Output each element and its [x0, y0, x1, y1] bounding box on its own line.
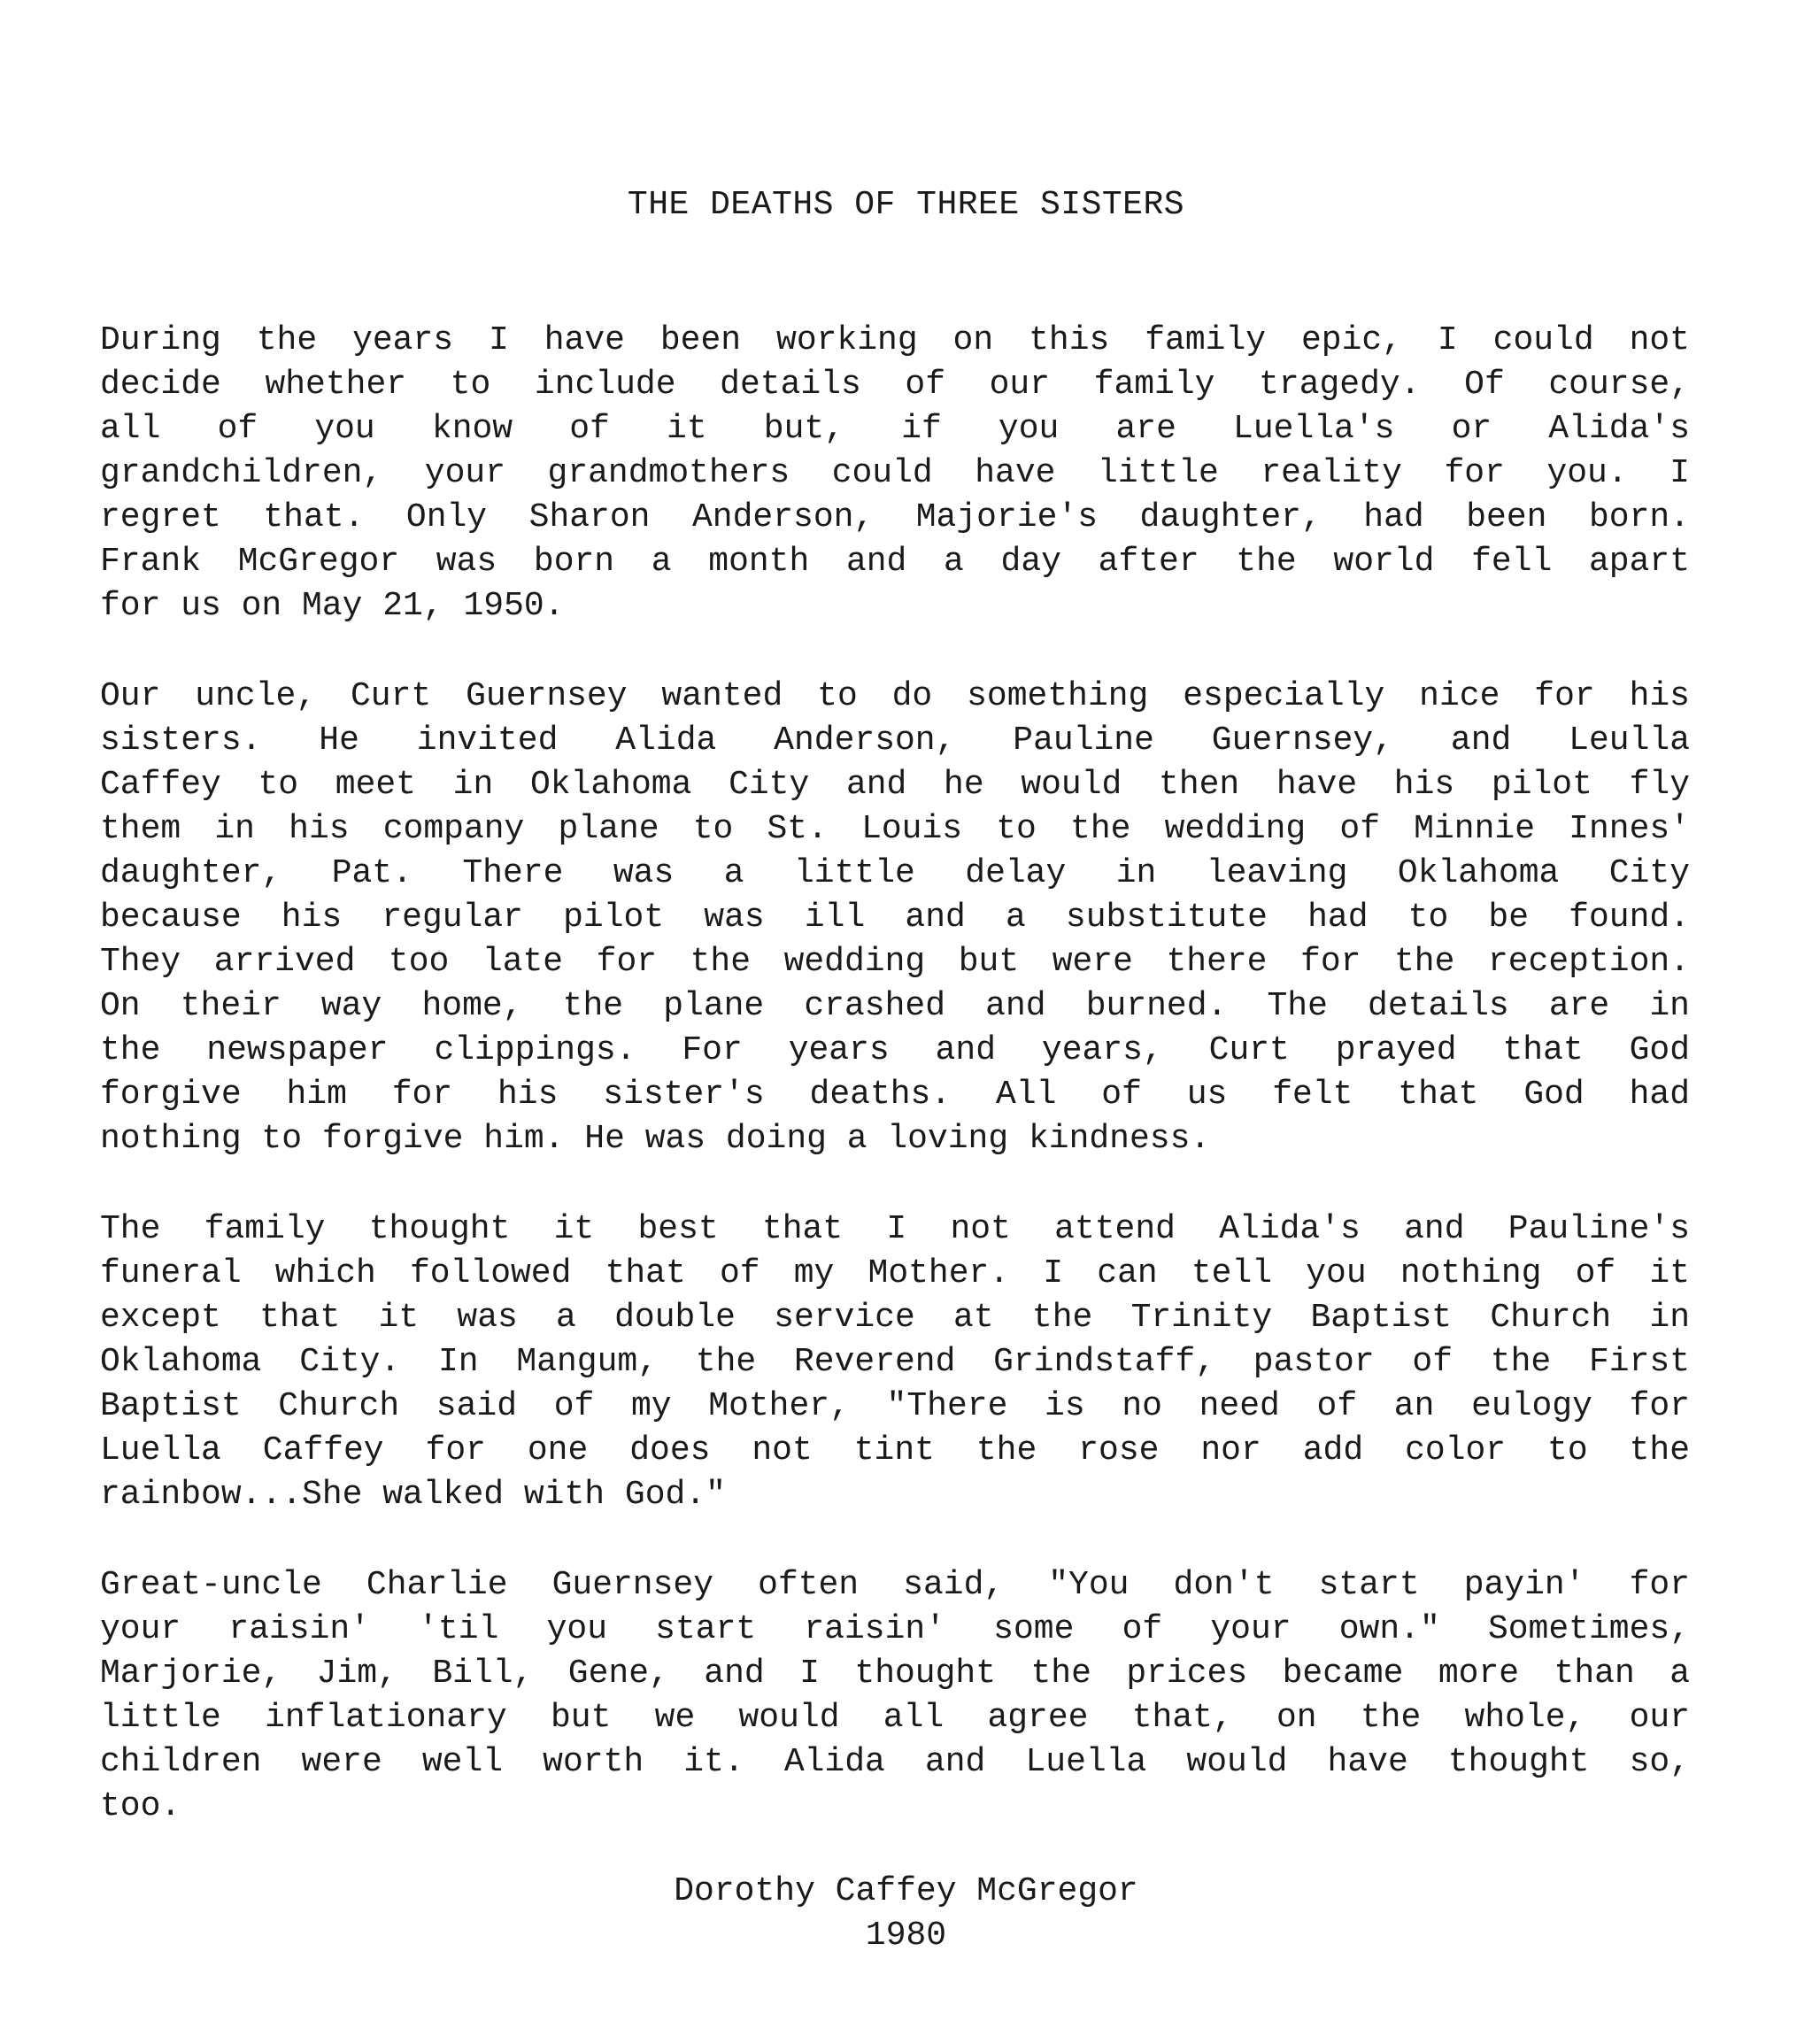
text-line: children were well worth it. Alida and Luella would have thought so,: [100, 1743, 1690, 1781]
text-line: Oklahoma City. In Mangum, the Reverend Grindstaff, pastor of the First: [100, 1343, 1690, 1381]
text-line: Our uncle, Curt Guernsey wanted to do something especially nice for his: [100, 677, 1690, 715]
text-line: decide whether to include details of our family tragedy. Of course,: [100, 366, 1690, 404]
text-line: grandchildren, your grandmothers could have little reality for you. I: [100, 454, 1690, 492]
text-line: rainbow...She walked with God.": [100, 1476, 726, 1514]
text-line: because his regular pilot was ill and a substitute had to be found.: [100, 899, 1690, 937]
text-line: your raisin' 'til you start raisin' some of your own." Sometimes,: [100, 1610, 1690, 1648]
text-line: The family thought it best that I not attend Alida's and Pauline's: [100, 1210, 1690, 1248]
text-line: Caffey to meet in Oklahoma City and he would then have his pilot fly: [100, 766, 1690, 804]
text-line: forgive him for his sister's deaths. All of us felt that God had: [100, 1076, 1690, 1114]
text-line: During the years I have been working on this family epic, I could not: [100, 321, 1690, 359]
text-line: them in his company plane to St. Louis to the wedding of Minnie Innes': [100, 810, 1690, 848]
document-title: THE DEATHS OF THREE SISTERS: [627, 186, 1185, 224]
text-line: for us on May 21, 1950.: [100, 587, 565, 625]
text-line: Baptist Church said of my Mother, "There is no need of an eulogy for: [100, 1387, 1690, 1425]
text-line: nothing to forgive him. He was doing a loving kindness.: [100, 1120, 1211, 1158]
text-line: They arrived too late for the wedding but were there for the reception.: [100, 943, 1690, 981]
text-line: On their way home, the plane crashed and burned. The details are in: [100, 987, 1690, 1025]
text-line: little inflationary but we would all agree that, on the whole, our: [100, 1699, 1690, 1737]
text-line: the newspaper clippings. For years and years, Curt prayed that God: [100, 1031, 1690, 1069]
text-line: Luella Caffey for one does not tint the rose nor add color to the: [100, 1431, 1690, 1469]
text-line: sisters. He invited Alida Anderson, Pauline Guernsey, and Leulla: [100, 721, 1690, 760]
text-line: Great-uncle Charlie Guernsey often said, "You don't start payin' for: [100, 1566, 1690, 1604]
signature-year: 1980: [865, 1917, 947, 1955]
text-line: all of you know of it but, if you are Luella's or Alida's: [100, 410, 1690, 448]
text-line: Marjorie, Jim, Bill, Gene, and I thought the prices became more than a: [100, 1654, 1690, 1693]
signature-name: Dorothy Caffey McGregor: [674, 1872, 1138, 1910]
text-line: funeral which followed that of my Mother. I can tell you nothing of it: [100, 1254, 1690, 1292]
text-line: too.: [100, 1787, 181, 1825]
text-line: except that it was a double service at the Trinity Baptist Church in: [100, 1299, 1690, 1337]
text-line: daughter, Pat. There was a little delay in leaving Oklahoma City: [100, 854, 1690, 892]
text-line: regret that. Only Sharon Anderson, Majorie's daughter, had been born.: [100, 498, 1690, 536]
text-line: Frank McGregor was born a month and a day after the world fell apart: [100, 543, 1690, 581]
